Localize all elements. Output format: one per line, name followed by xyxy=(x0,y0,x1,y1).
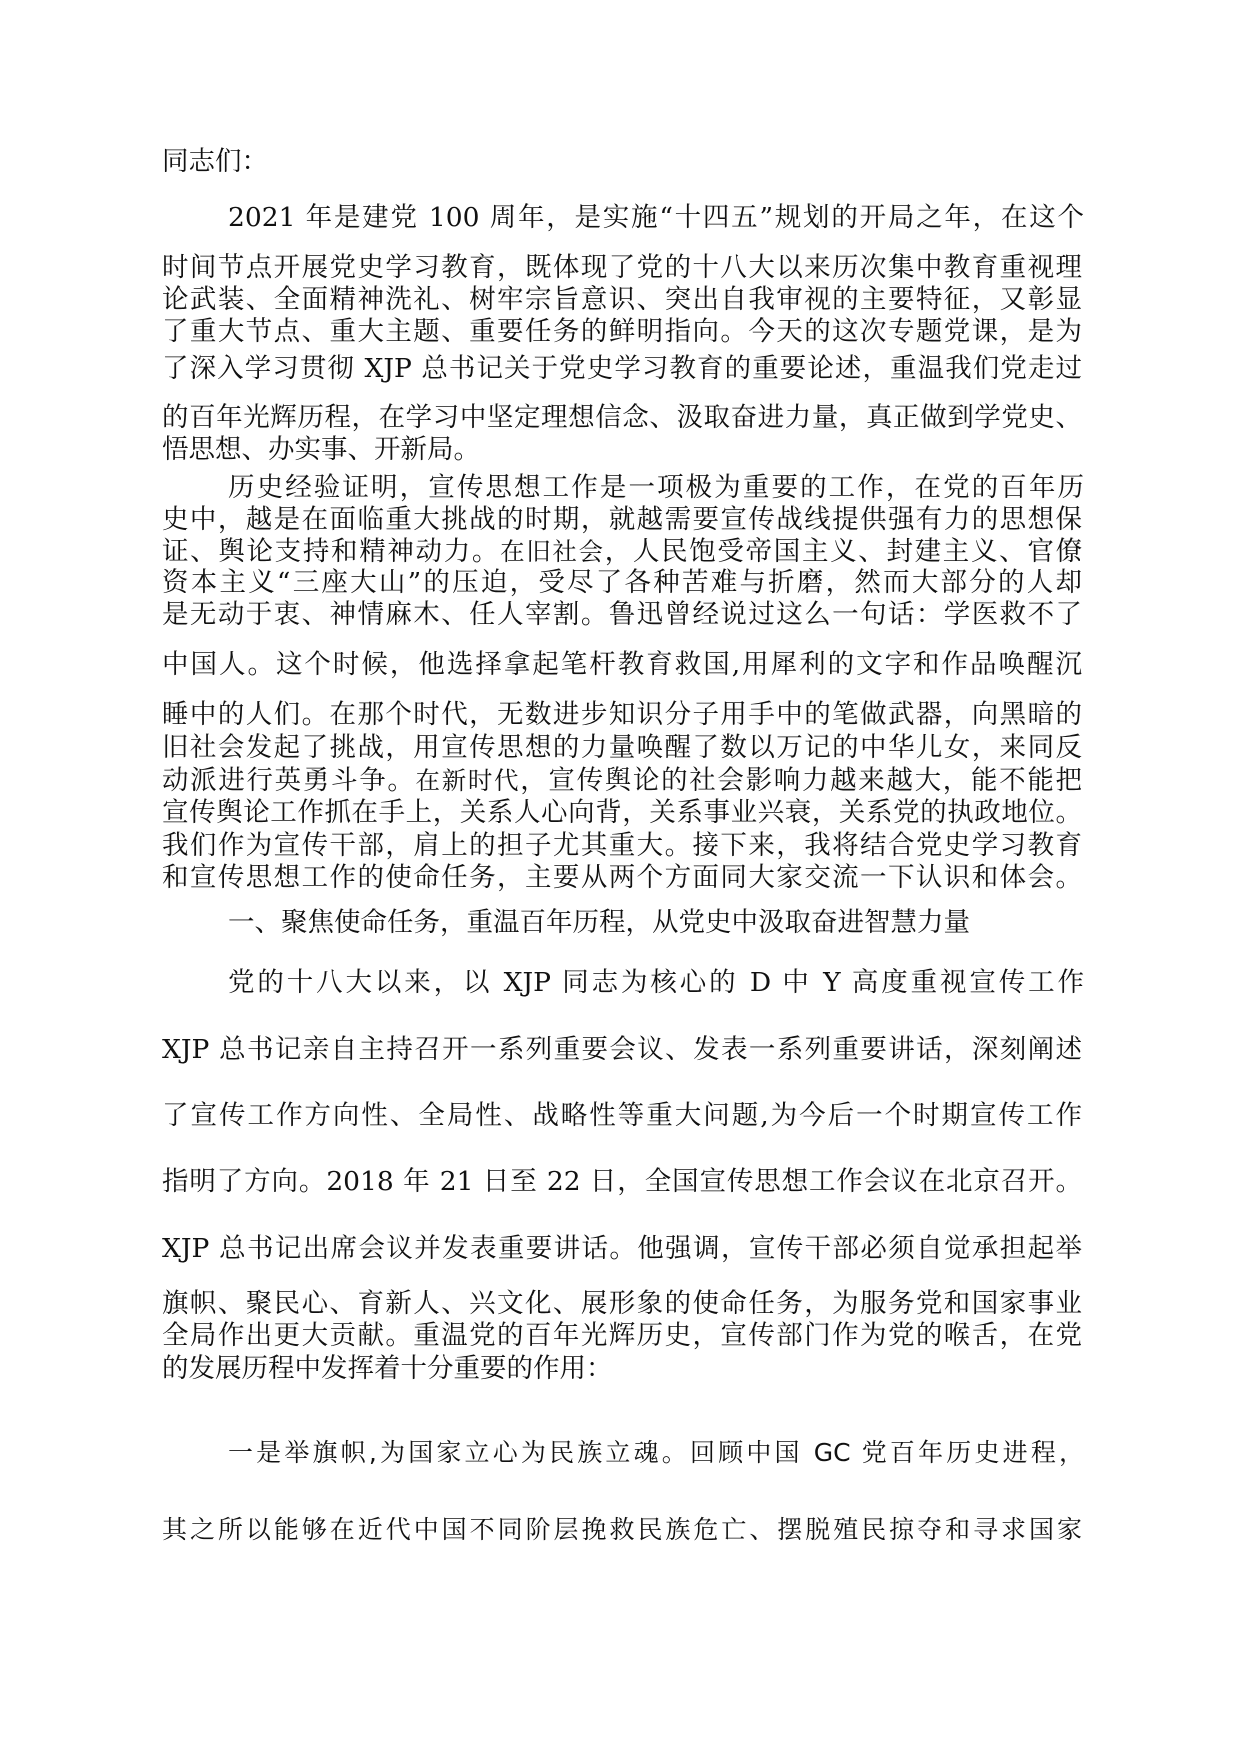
paragraph-2-line-3-prefix: 证、舆论支持和精神动力。 xyxy=(162,536,501,567)
paragraph-2-line-3 xyxy=(162,535,1082,569)
paragraph-2-line-7: 睡中的人们。在那个时代，无数进步知识分子用手中的笔做武器，向黑暗的 xyxy=(162,699,1082,730)
paragraph-2-line-9-suffix: ，宣传舆论的社会影响力越来越大，能不能把 xyxy=(520,765,1082,796)
paragraph-1-line-7: 悟思想、办实事、开新局。 xyxy=(162,434,480,465)
paragraph-3-line-8: 的发展历程中发挥着十分重要的作用： xyxy=(162,1353,613,1384)
salutation: 同志们： xyxy=(162,146,268,177)
paragraph-3-line-7: 全局作出更大贡献。重温党的百年光辉历史，宣传部门作为党的喉舌，在党 xyxy=(162,1320,1082,1351)
paragraph-3-line-3: 了宣传工作方向性、全局性、战略性等重大问题,为今后一个时期宣传工作 xyxy=(162,1100,1082,1131)
paragraph-2-line-12: 和宣传思想工作的使命任务，主要从两个方面同大家交流一下认识和体会。 xyxy=(162,862,1082,893)
paragraph-3-line-6: 旗帜、聚民心、育新人、兴文化、展形象的使命任务，为服务党和国家事业 xyxy=(162,1288,1082,1319)
paragraph-3-line-4: 指明了方向。2018 年 21 日至 22 日，全国宣传思想工作会议在北京召开。 xyxy=(162,1166,1082,1197)
paragraph-2-line-9 xyxy=(162,764,1082,798)
paragraph-3-line-2: XJP 总书记亲自主持召开一系列重要会议、发表一系列重要讲话，深刻阐述 xyxy=(162,1034,1082,1065)
paragraph-2-line-11: 我们作为宣传干部，肩上的担子尤其重大。接下来，我将结合党史学习教育 xyxy=(162,830,1082,861)
paragraph-1-line-5: 了深入学习贯彻 XJP 总书记关于党史学习教育的重要论述，重温我们党走过 xyxy=(162,353,1082,384)
section-heading-1: 一、聚焦使命任务，重温百年历程，从党史中汲取奋进智慧力量 xyxy=(228,907,970,938)
paragraph-2-line-2: 史中，越是在面临重大挑战的时期，就越需要宣传战线提供强有力的思想保 xyxy=(162,504,1082,535)
paragraph-2-emphasis-new-era: 在新时代 xyxy=(415,766,521,795)
paragraph-1-line-4: 了重大节点、重大主题、重要任务的鲜明指向。今天的这次专题党课，是为 xyxy=(162,316,1082,347)
paragraph-1-line-1: 2021 年是建党 100 周年，是实施“十四五”规划的开局之年，在这个 xyxy=(228,202,1084,233)
paragraph-2-line-1: 历史经验证明，宣传思想工作是一项极为重要的工作，在党的百年历 xyxy=(228,472,1084,503)
paragraph-4-line-1: 一是举旗帜,为国家立心为民族立魂。回顾中国 GC 党百年历史进程， xyxy=(228,1438,1084,1467)
paragraph-3-line-1: 党的十八大以来，以 XJP 同志为核心的 D 中 Y 高度重视宣传工作 xyxy=(228,967,1084,998)
paragraph-2-line-10: 宣传舆论工作抓在手上，关系人心向背，关系事业兴衰，关系党的执政地位。 xyxy=(162,797,1082,828)
paragraph-2-line-5: 是无动于衷、神情麻木、任人宰割。鲁迅曾经说过这么一句话：学医救不了 xyxy=(162,599,1082,630)
paragraph-1-line-6: 的百年光辉历程，在学习中坚定理想信念、汲取奋进力量，真正做到学党史、 xyxy=(162,402,1082,433)
paragraph-3-line-5: XJP 总书记出席会议并发表重要讲话。他强调，宣传干部必须自觉承担起举 xyxy=(162,1233,1082,1264)
paragraph-2-line-4: 资本主义“三座大山”的压迫，受尽了各种苦难与折磨，然而大部分的人却 xyxy=(162,567,1082,598)
paragraph-1-line-3: 论武装、全面精神洗礼、树牢宗旨意识、突出自我审视的主要特征，又彰显 xyxy=(162,284,1082,315)
paragraph-2-line-3-suffix: ，人民饱受帝国主义、封建主义、官僚 xyxy=(604,536,1082,567)
paragraph-4-line-2: 其之所以能够在近代中国不同阶层挽救民族危亡、摆脱殖民掠夺和寻求国家 xyxy=(162,1515,1082,1544)
paragraph-2-line-8: 旧社会发起了挑战，用宣传思想的力量唤醒了数以万记的中华儿女，来同反 xyxy=(162,732,1082,763)
paragraph-2-emphasis-old-society: 在旧社会 xyxy=(500,537,605,566)
paragraph-1-line-2: 时间节点开展党史学习教育，既体现了党的十八大以来历次集中教育重视理 xyxy=(162,252,1082,283)
paragraph-2-line-9-prefix: 动派进行英勇斗争。 xyxy=(162,765,416,796)
paragraph-2-line-6: 中国人。这个时候，他选择拿起笔杆教育救国,用犀利的文字和作品唤醒沉 xyxy=(162,649,1082,680)
